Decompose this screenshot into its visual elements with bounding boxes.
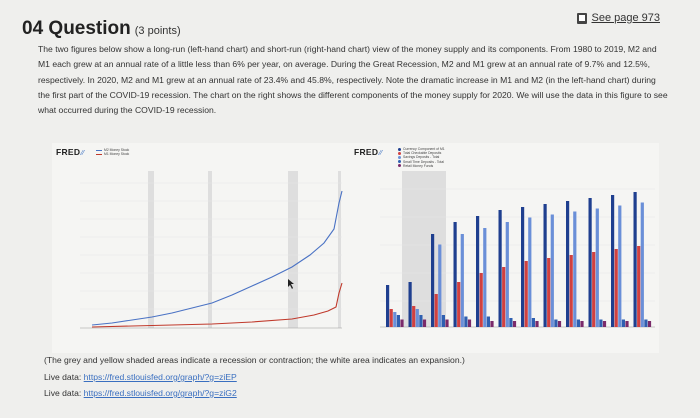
component-bar	[596, 209, 599, 328]
component-bar	[622, 320, 625, 328]
component-bar	[592, 252, 595, 327]
component-bar	[464, 317, 467, 328]
component-bar	[509, 318, 512, 327]
component-bar	[547, 258, 550, 327]
money-supply-figure	[52, 143, 659, 353]
component-bar	[528, 218, 531, 328]
legend-item-currency: Currency Component of M1	[398, 147, 445, 151]
left-legend	[96, 148, 129, 156]
legend-item-savings: Savings Deposits - Total	[398, 155, 445, 159]
component-bar	[454, 222, 457, 327]
component-bar	[490, 321, 493, 327]
components-plot	[350, 143, 658, 353]
legend-item-m2: M2 Money Stock	[96, 148, 129, 152]
component-bar	[634, 192, 637, 327]
component-bar	[648, 321, 651, 327]
component-bar	[554, 320, 557, 328]
component-bar	[483, 228, 486, 327]
question-title	[22, 18, 181, 40]
component-bar	[558, 321, 561, 327]
fred-logo-right: FRED⁄⁄	[354, 147, 383, 157]
live-data-link-1[interactable]: https://fred.stlouisfed.org/graph/?g=ziEP	[83, 372, 237, 382]
component-bar	[506, 222, 509, 327]
book-icon	[577, 13, 587, 24]
component-bar	[461, 234, 464, 327]
component-bar	[532, 318, 535, 327]
component-bar	[409, 282, 412, 327]
component-bar	[499, 210, 502, 327]
question-points: (3 points)	[134, 25, 181, 37]
figure-caption: (The grey and yellow shaded areas indicate a recession or contraction; the white area indicates an expansion.)	[44, 355, 465, 365]
component-bar	[438, 245, 441, 328]
component-bar	[599, 320, 602, 328]
component-bar	[423, 320, 426, 328]
component-bar	[476, 216, 479, 327]
component-bar	[521, 207, 524, 327]
component-bar	[445, 320, 448, 328]
component-bar	[618, 206, 621, 328]
component-bar	[589, 198, 592, 327]
component-bar	[513, 321, 516, 327]
live-data-link-2[interactable]: https://fred.stlouisfed.org/graph/?g=ziG2	[83, 388, 237, 398]
component-bar	[611, 195, 614, 327]
m2-line	[92, 191, 342, 325]
live-data-line-1: Live data: https://fred.stlouisfed.org/graph/?g=ziEP	[44, 372, 237, 382]
component-bar	[390, 309, 393, 327]
component-bar	[468, 320, 471, 328]
component-bar	[442, 315, 445, 327]
component-bar	[419, 315, 422, 327]
component-bar	[412, 306, 415, 327]
component-bar	[400, 320, 403, 328]
legend-item-checkable: Total Checkable Deposits	[398, 151, 445, 155]
component-bar	[566, 201, 569, 327]
legend-item-retail: Retail Money Funds	[398, 164, 445, 168]
component-bar	[637, 246, 640, 327]
component-bar	[431, 234, 434, 327]
component-bar	[573, 212, 576, 328]
component-bar	[535, 321, 538, 327]
fred-logo-left: FRED⁄⁄	[56, 147, 85, 157]
component-bar	[577, 320, 580, 328]
component-bar	[615, 249, 618, 327]
component-bar	[580, 321, 583, 327]
component-bar	[625, 321, 628, 327]
component-bar	[386, 285, 389, 327]
live-data-line-2: Live data: https://fred.stlouisfed.org/graph/?g=ziG2	[44, 388, 237, 398]
question-number: 04 Question	[22, 18, 131, 39]
legend-item-small-time: Small Time Deposits - Total	[398, 160, 445, 164]
component-bar	[393, 312, 396, 327]
component-bar	[544, 204, 547, 327]
component-bar	[641, 203, 644, 328]
component-bar	[644, 320, 647, 328]
short-run-chart	[350, 143, 658, 353]
component-bar	[416, 309, 419, 327]
component-bar	[603, 321, 606, 327]
component-bar	[487, 317, 490, 328]
legend-item-m1: M1 Money Stock	[96, 152, 129, 156]
component-bar	[457, 282, 460, 327]
component-bar	[551, 215, 554, 328]
question-body: The two figures below show a long-run (left-hand chart) and short-run (right-hand chart) view of the money supply and its components. From 1980 to 2019, M2 and M1 each grew at an annual rate of a little less than 6% per year, on average. During the Great Recession, M2 and M1 grew at an annual rate of 9.7% and 12.5%, respectively. In 2020, M2 and M1 grew at an annual rate of 23.4% and 45.8%, respectively. Note the dramatic increase in M1 and M2 (in the left-hand chart) during the first part of the COVID-19 recession. The chart on the right shows the different components of the money supply for 2020. We will use the data in this figure to see what occurred during the COVID-19 recession.	[38, 44, 668, 116]
component-bar	[502, 267, 505, 327]
component-bar	[570, 255, 573, 327]
long-run-plot	[52, 143, 344, 353]
see-page-link[interactable]	[577, 12, 660, 24]
component-bar	[435, 294, 438, 327]
component-bar	[480, 273, 483, 327]
see-page-label: See page 973	[591, 12, 660, 24]
long-run-chart	[52, 143, 344, 353]
component-bar	[397, 315, 400, 327]
right-legend	[398, 147, 445, 168]
component-bar	[525, 261, 528, 327]
